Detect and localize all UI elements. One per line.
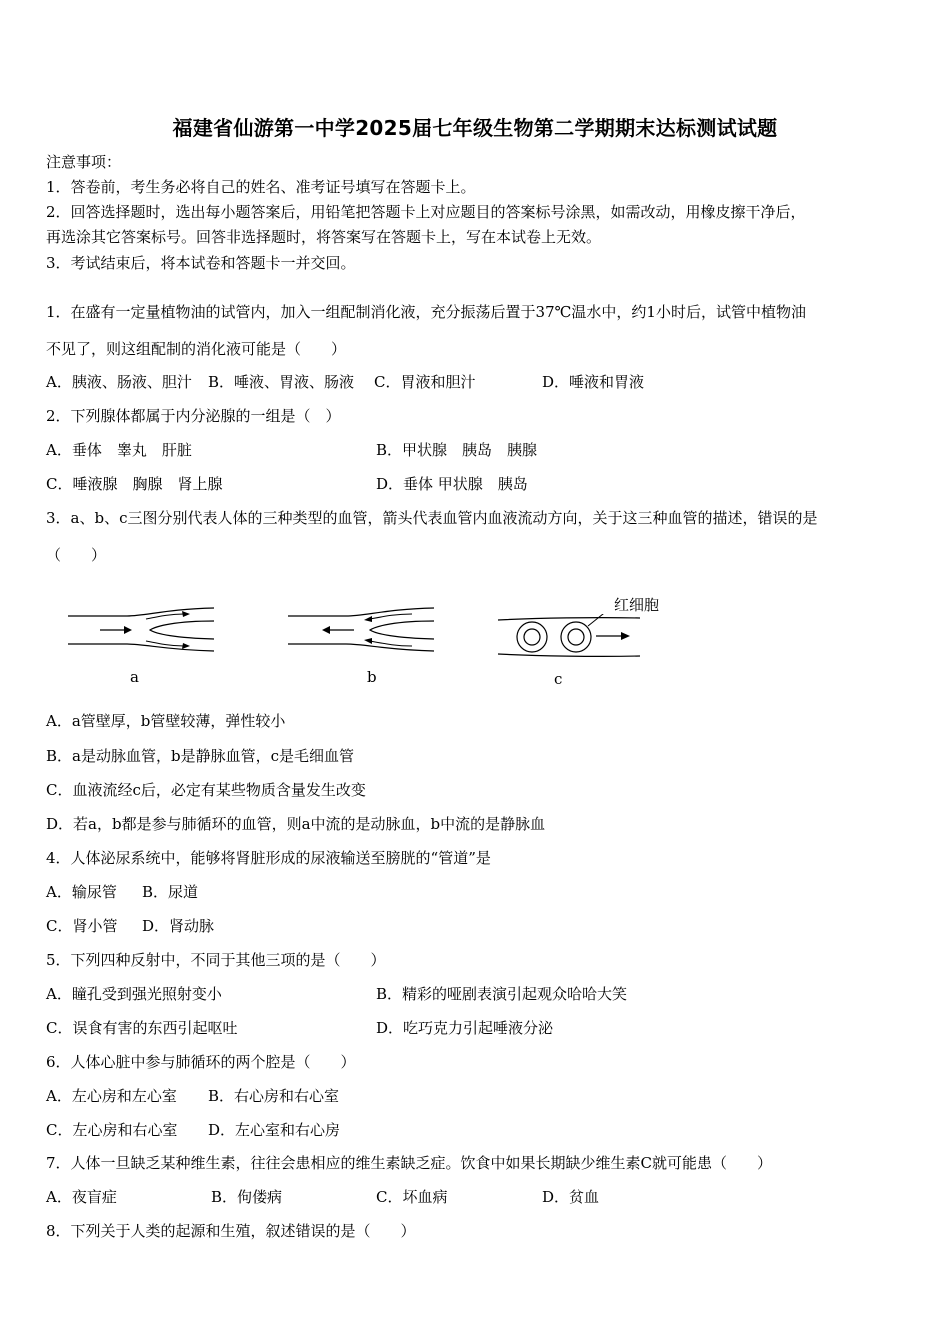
q7-option-d: D．贫血	[542, 1188, 600, 1206]
q7-option-c: C．坏血病	[376, 1188, 448, 1206]
q4-stem: 4．人体泌尿系统中，能够将肾脏形成的尿液输送至膀胱的“管道”是	[46, 849, 491, 867]
q2-option-d: D．垂体 甲状腺 胰岛	[376, 475, 528, 493]
notice-item: 再选涂其它答案标号。回答非选择题时，将答案写在答题卡上，写在本试卷上无效。	[46, 228, 602, 246]
q3-option-b: B．a是动脉血管，b是静脉血管，c是毛细血管	[46, 747, 354, 765]
q3-stem-cont: （ ）	[46, 546, 107, 564]
notice-item: 3．考试结束后，将本试卷和答题卡一并交回。	[46, 254, 356, 272]
q4-option-a: A．输尿管	[46, 883, 117, 901]
q3-option-d: D．若a，b都是参与肺循环的血管，则a中流的是动脉血，b中流的是静脉血	[46, 815, 546, 833]
q2-option-a: A．垂体 睾丸 肝脏	[46, 441, 192, 459]
q1-option-c: C．胃液和胆汁	[374, 373, 476, 391]
q2-stem: 2．下列腺体都属于内分泌腺的一组是（ ）	[46, 407, 341, 425]
figure-label-c: c	[554, 670, 563, 688]
q1-option-a: A．胰液、肠液、胆汁	[46, 373, 192, 391]
q1-stem-cont: 不见了，则这组配制的消化液可能是（ ）	[46, 340, 347, 358]
q1-option-b: B．唾液、胃液、肠液	[208, 373, 355, 391]
figure-label-b: b	[367, 668, 377, 686]
q3-stem: 3．a、b、c三图分别代表人体的三种类型的血管，箭头代表血管内血液流动方向，关于这三种血管的描述，错误的是	[46, 509, 818, 527]
figure-vessel-c	[496, 614, 642, 660]
q7-option-b: B．佝偻病	[211, 1188, 283, 1206]
q5-option-c: C．误食有害的东西引起呕吐	[46, 1019, 238, 1037]
q6-option-a: A．左心房和左心室	[46, 1087, 177, 1105]
q2-option-b: B．甲状腺 胰岛 胰腺	[376, 441, 538, 459]
notice-item: 1．答卷前，考生务必将自己的姓名、准考证号填写在答题卡上。	[46, 178, 476, 196]
figure-label-a: a	[130, 668, 139, 686]
figure-rbc-label: 红细胞	[614, 596, 660, 614]
q7-option-a: A．夜盲症	[46, 1188, 117, 1206]
q3-option-c: C．血液流经c后，必定有某些物质含量发生改变	[46, 781, 366, 799]
q5-option-a: A．瞳孔受到强光照射变小	[46, 985, 222, 1003]
q5-stem: 5．下列四种反射中，不同于其他三项的是（ ）	[46, 951, 386, 969]
q5-option-b: B．精彩的哑剧表演引起观众哈哈大笑	[376, 985, 628, 1003]
q3-option-a: A．a管壁厚，b管壁较薄，弹性较小	[46, 712, 286, 730]
q2-option-c: C．唾液腺 胸腺 肾上腺	[46, 475, 223, 493]
q6-option-c: C．左心房和右心室	[46, 1121, 178, 1139]
q4-option-d: D．肾动脉	[142, 917, 215, 935]
q1-stem: 1．在盛有一定量植物油的试管内，加入一组配制消化液，充分振荡后置于37℃温水中，约1小时后，试管中植物油	[46, 303, 806, 321]
q5-option-d: D．吃巧克力引起唾液分泌	[376, 1019, 554, 1037]
notice-heading: 注意事项：	[46, 153, 122, 171]
q7-stem: 7．人体一旦缺乏某种维生素，往往会患相应的维生素缺乏症。饮食中如果长期缺少维生素C就可能患（ ）	[46, 1154, 773, 1172]
q6-stem: 6．人体心脏中参与肺循环的两个腔是（ ）	[46, 1053, 356, 1071]
figure-vessel-b	[286, 604, 436, 654]
figure-vessel-a	[66, 604, 216, 654]
page-title: 福建省仙游第一中学2025届七年级生物第二学期期末达标测试试题	[172, 116, 778, 140]
q8-stem: 8．下列关于人类的起源和生殖，叙述错误的是（ ）	[46, 1222, 416, 1240]
q1-option-d: D．唾液和胃液	[542, 373, 645, 391]
q6-option-b: B．右心房和右心室	[208, 1087, 340, 1105]
notice-item: 2．回答选择题时，选出每小题答案后，用铅笔把答题卡上对应题目的答案标号涂黑，如需改动，用橡皮擦干净后，	[46, 203, 806, 221]
q6-option-d: D．左心室和右心房	[208, 1121, 341, 1139]
q4-option-b: B．尿道	[142, 883, 199, 901]
q4-option-c: C．肾小管	[46, 917, 118, 935]
